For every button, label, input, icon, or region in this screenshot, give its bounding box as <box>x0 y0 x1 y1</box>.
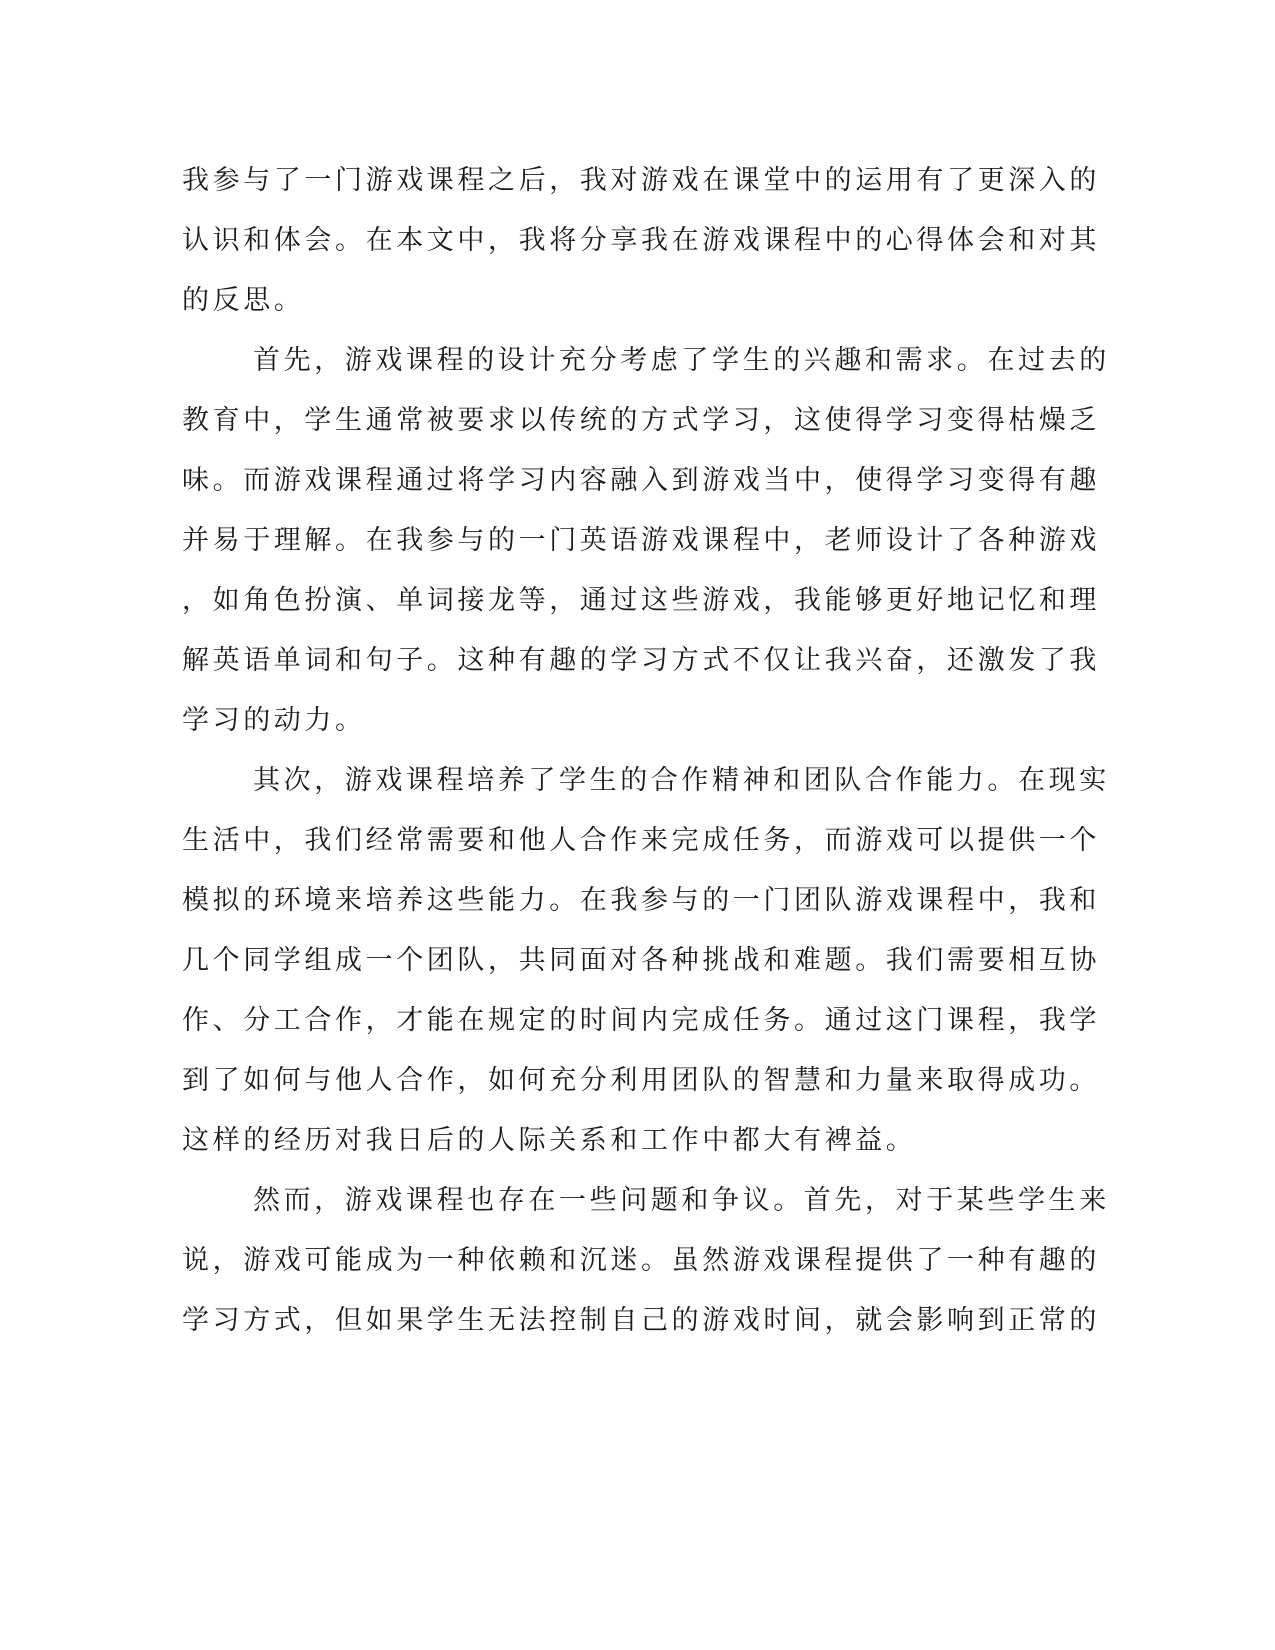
text-line: 模拟的环境来培养这些能力。在我参与的一门团队游戏课程中，我和 <box>182 885 1100 916</box>
text-line: 解英语单词和句子。这种有趣的学习方式不仅让我兴奋，还激发了我 <box>182 645 1100 676</box>
body-text <box>182 151 1110 1351</box>
text-line: 认识和体会。在本文中，我将分享我在游戏课程中的心得体会和对其 <box>182 225 1100 256</box>
text-line: 学习的动力。 <box>182 705 366 736</box>
paragraph-first-line: 然而，游戏课程也存在一些问题和争议。首先，对于某些学生来 <box>253 1185 1110 1216</box>
text-line: 到了如何与他人合作，如何充分利用团队的智慧和力量来取得成功。 <box>182 1065 1100 1096</box>
text-line: 教育中，学生通常被要求以传统的方式学习，这使得学习变得枯燥乏 <box>182 405 1100 436</box>
text-line: 学习方式，但如果学生无法控制自己的游戏时间，就会影响到正常的 <box>182 1305 1100 1336</box>
paragraph-first-line: 首先，游戏课程的设计充分考虑了学生的兴趣和需求。在过去的 <box>253 345 1110 376</box>
text-line: 生活中，我们经常需要和他人合作来完成任务，而游戏可以提供一个 <box>182 825 1100 856</box>
text-line: 作、分工合作，才能在规定的时间内完成任务。通过这门课程，我学 <box>182 1005 1100 1036</box>
text-line: 并易于理解。在我参与的一门英语游戏课程中，老师设计了各种游戏 <box>182 525 1100 556</box>
text-line: 味。而游戏课程通过将学习内容融入到游戏当中，使得学习变得有趣 <box>182 465 1100 496</box>
text-line: 这样的经历对我日后的人际关系和工作中都大有裨益。 <box>182 1125 917 1156</box>
text-line: 几个同学组成一个团队，共同面对各种挑战和难题。我们需要相互协 <box>182 945 1100 976</box>
text-line: 说，游戏可能成为一种依赖和沉迷。虽然游戏课程提供了一种有趣的 <box>182 1245 1100 1276</box>
text-line: 的反思。 <box>182 285 305 316</box>
text-line: ，如角色扮演、单词接龙等，通过这些游戏，我能够更好地记忆和理 <box>182 585 1100 616</box>
paragraph-first-line: 其次，游戏课程培养了学生的合作精神和团队合作能力。在现实 <box>253 765 1110 796</box>
text-line: 我参与了一门游戏课程之后，我对游戏在课堂中的运用有了更深入的 <box>182 165 1100 196</box>
